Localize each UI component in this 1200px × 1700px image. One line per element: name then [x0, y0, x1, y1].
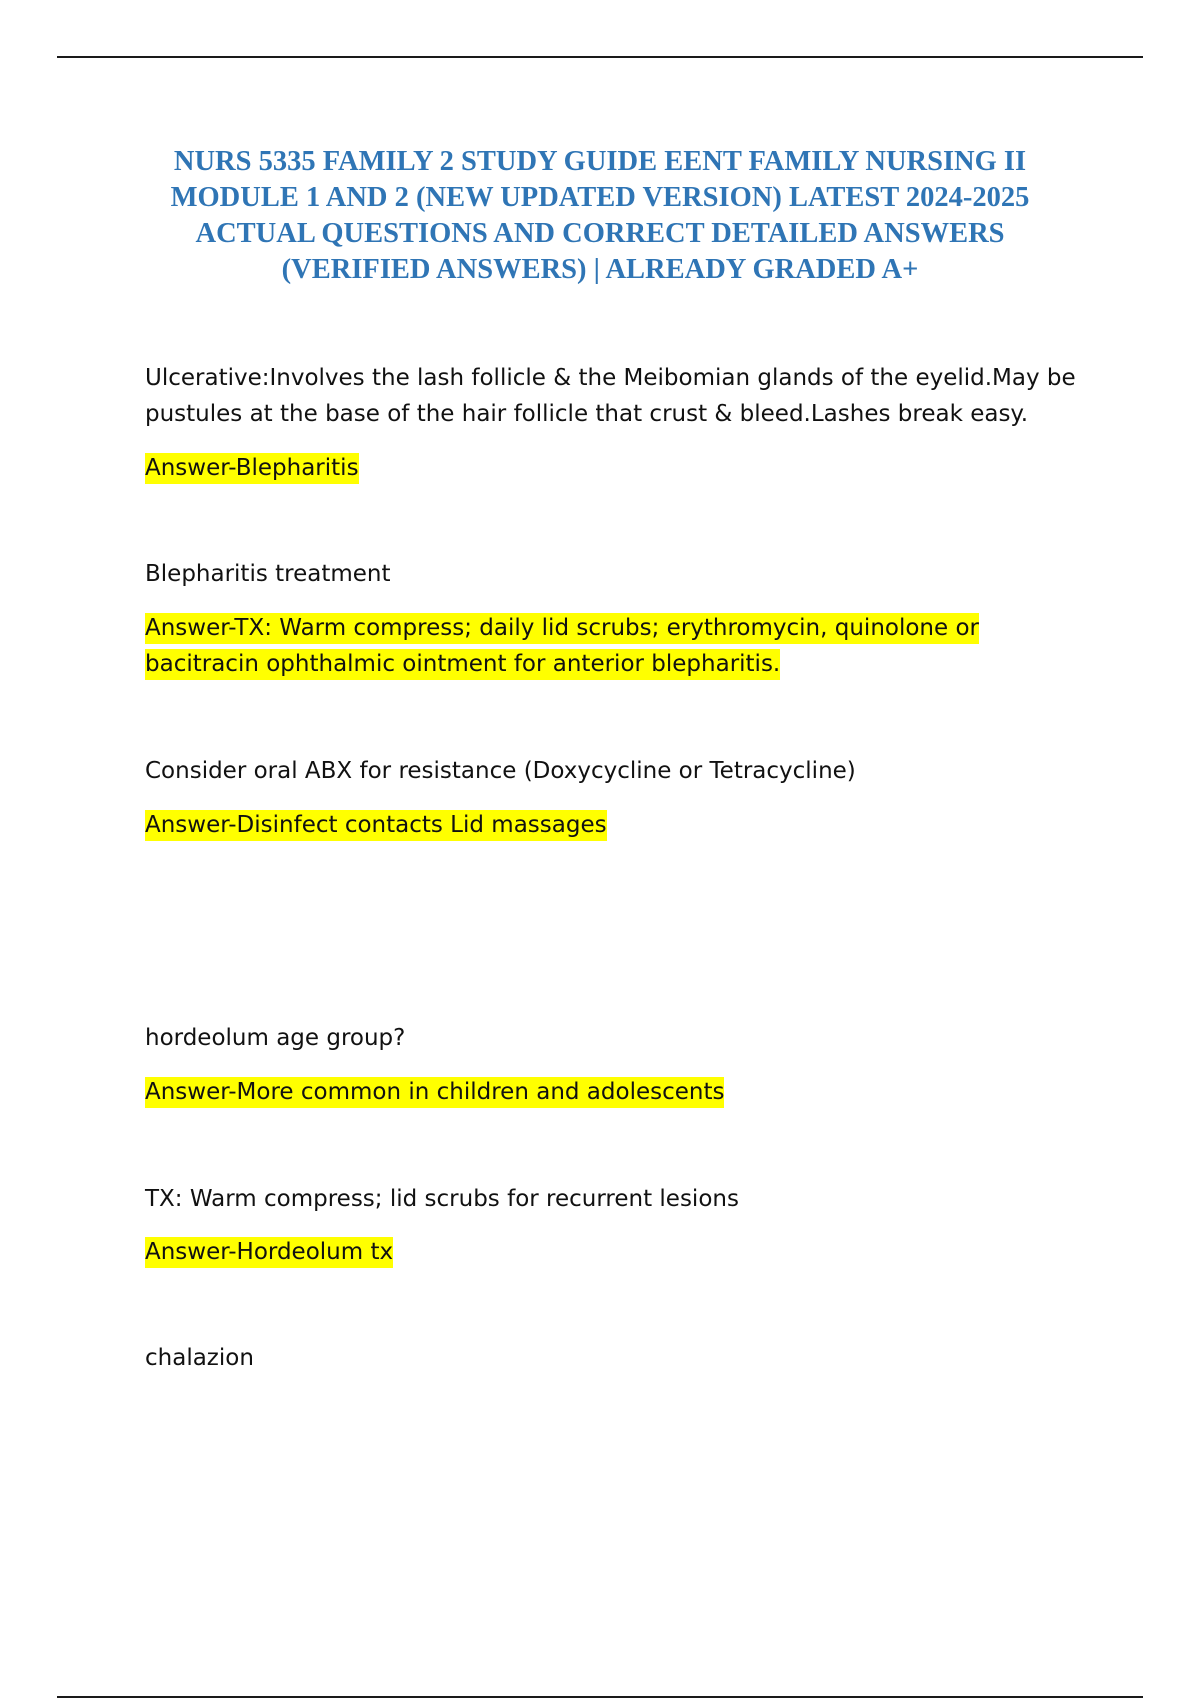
answer-1: [145, 450, 1085, 486]
answer-3-highlight: Answer-Disinfect contacts Lid massages: [145, 810, 607, 841]
answer-4-highlight: Answer-More common in children and adolescents: [145, 1077, 724, 1108]
question-2: Blepharitis treatment: [145, 561, 391, 587]
document-title: NURS 5335 FAMILY 2 STUDY GUIDE EENT FAMILY NURSING II MODULE 1 AND 2 (NEW UPDATED VERSION) LATEST 2024-2025 ACTUAL QUESTIONS AND CORRECT DETAILED ANSWERS (VERIFIED ANSWERS) | ALREADY GRADED A+: [170, 146, 1030, 285]
question-5: TX: Warm compress; lid scrubs for recurrent lesions: [145, 1186, 739, 1212]
question-6: chalazion: [145, 1345, 254, 1371]
question-1: Ulcerative:Involves the lash follicle & the Meibomian glands of the eyelid.May be pustules at the base of the hair follicle that crust & bleed.Lashes break easy.: [145, 365, 1076, 427]
answer-1-highlight: Answer-Blepharitis: [145, 453, 359, 484]
answer-5: [145, 1234, 1085, 1270]
top-rule: [57, 56, 1143, 58]
answer-2: [145, 610, 1085, 682]
answer-3: [145, 807, 1085, 843]
answer-5-highlight: Answer-Hordeolum tx: [145, 1237, 393, 1268]
answer-2-highlight: Answer-TX: Warm compress; daily lid scrubs; erythromycin, quinolone or bacitracin ophthalmic ointment for anterior blepharitis.: [145, 613, 979, 680]
bottom-rule: [57, 1696, 1143, 1698]
question-4: hordeolum age group?: [145, 1025, 406, 1051]
answer-4: [145, 1074, 1085, 1110]
question-3: Consider oral ABX for resistance (Doxycycline or Tetracycline): [145, 758, 856, 784]
